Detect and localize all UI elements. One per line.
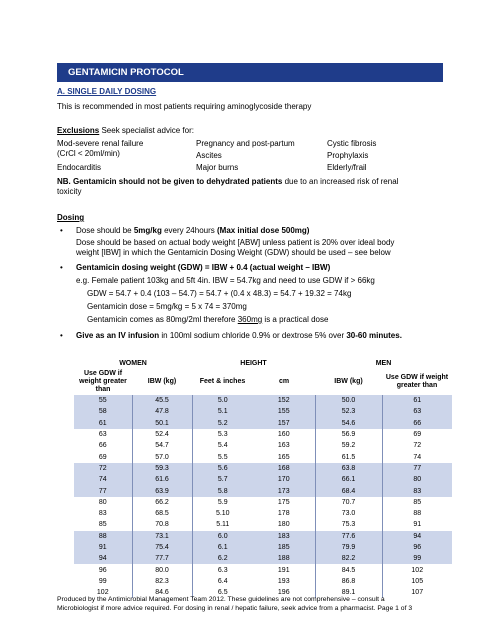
col-header: IBW (kg): [315, 369, 382, 395]
table-cell: 193: [253, 576, 315, 587]
table-cell: 70.7: [315, 497, 382, 508]
table-cell: 99: [382, 553, 452, 564]
table-cell: 107: [411, 589, 424, 597]
table-cell: 5.2: [192, 418, 253, 429]
table-cell: 66.1: [315, 474, 382, 485]
table-cell: 96: [74, 564, 132, 575]
table-cell: 6.2: [192, 553, 253, 564]
example-line-2: GDW = 54.7 + 0.4 (103 – 54.7) = 54.7 + (0.4 x 48.3) = 54.7 + 19.32 = 74kg: [87, 289, 352, 298]
table-cell: 52.3: [315, 406, 382, 417]
table-cell: 165: [253, 451, 315, 462]
infusion-b: in 100ml sodium chloride 0.9% or dextrose 5% over: [159, 331, 347, 340]
table-cell: 52.4: [132, 429, 192, 440]
section-a-heading: A. SINGLE DAILY DOSING: [57, 87, 157, 96]
col-header: Use GDW if weight greater than: [74, 369, 132, 395]
example4-c: is a practical dose: [262, 315, 329, 324]
table-cell: 66: [382, 418, 452, 429]
table-cell: 55: [74, 395, 132, 406]
example-line-1: e.g. Female patient 103kg and 5ft 4in. IBW = 54.7kg and need to use GDW if > 66kg: [76, 276, 375, 285]
table-cell: 63: [74, 429, 132, 440]
group-height: HEIGHT: [192, 359, 315, 369]
table-cell: 163: [253, 440, 315, 451]
excl-c3-r2: Prophylaxis: [327, 151, 369, 160]
nb-line: [57, 177, 398, 187]
table-cell: 47.8: [132, 406, 192, 417]
excl-c2-r2: Ascites: [196, 151, 222, 160]
table-cell: 185: [253, 542, 315, 553]
footer-line-1: Produced by the Antimicrobial Management Team 2012. These guidelines are not comprehensive – consult a: [57, 596, 385, 603]
table-cell: 5.6: [192, 463, 253, 474]
table-cell: 45.5: [132, 395, 192, 406]
table-cell: 188: [253, 553, 315, 564]
nb-line-2: toxicity: [57, 187, 82, 196]
table-cell: 75.3: [315, 519, 382, 530]
infusion-a: Give as an IV infusion: [76, 331, 160, 340]
table-cell: 5.3: [217, 431, 228, 439]
dosing-heading: Dosing: [57, 213, 85, 222]
table-cell: 178: [253, 508, 315, 519]
dose-value: 5mg/kg: [133, 226, 162, 235]
table-cell: 5.11: [216, 521, 230, 529]
footer-line-2: Microbiologist if more advice required. For dosing in renal / hepatic failure, seek advice from a pharmacist. Page 1 of 3: [57, 605, 413, 612]
table-cell: 59.2: [315, 440, 382, 451]
table-cell: 96: [382, 542, 452, 553]
table-cell: 5.7: [192, 474, 253, 485]
table-cell: 77: [74, 485, 132, 496]
table-cell: 102: [411, 566, 424, 574]
table-cell: 5.1: [192, 406, 253, 417]
table-cell: 80: [74, 497, 132, 508]
nb-rest: due to an increased risk of renal: [282, 177, 399, 186]
table-cell: 74: [413, 453, 422, 461]
table-cell: 99: [74, 576, 132, 587]
table-cell: 68.5: [132, 508, 192, 519]
table-cell: 175: [253, 497, 315, 508]
table-cell: 82.3: [132, 576, 192, 587]
table-cell: 157: [253, 418, 315, 429]
table-row: [74, 395, 452, 406]
table-cell: 73.1: [132, 531, 192, 542]
exclusions-text: Seek specialist advice for:: [99, 126, 194, 135]
table-cell: 61: [74, 418, 132, 429]
table-cell: 59.3: [132, 463, 192, 474]
protocol-title: GENTAMICIN PROTOCOL: [57, 63, 443, 82]
infusion-line: [76, 331, 402, 341]
table-cell: 85: [413, 498, 422, 506]
table-row: [74, 485, 452, 496]
dose-line-3: weight [IBW] in which the Gentamicin Dosing Weight (GDW) should be used – see below: [76, 248, 391, 257]
table-cell: 63: [382, 406, 452, 417]
table-cell: 72: [413, 442, 422, 450]
table-cell: 105: [411, 577, 424, 585]
col-header: Use GDW if weight greater than: [382, 369, 452, 395]
table-cell: 83: [74, 508, 132, 519]
table-cell: 80: [382, 474, 452, 485]
table-cell: 66.2: [132, 497, 192, 508]
table-cell: 191: [253, 564, 315, 575]
bullet-icon: •: [60, 226, 63, 235]
table-cell: 50.1: [132, 418, 192, 429]
table-row: [74, 542, 452, 553]
table-cell: 91: [413, 521, 422, 529]
table-cell: 77: [382, 463, 452, 474]
table-cell: 5.0: [192, 395, 253, 406]
example-line-4: [87, 315, 328, 325]
table-cell: 66: [74, 440, 132, 451]
table-row: [74, 519, 452, 530]
table-cell: 168: [253, 463, 315, 474]
table-cell: 63.9: [132, 485, 192, 496]
table-cell: 5.5: [217, 453, 228, 461]
gdw-formula: Gentamicin dosing weight (GDW) = IBW + 0.4 (actual weight – IBW): [76, 263, 331, 272]
table-cell: 160: [253, 429, 315, 440]
table-row: [74, 474, 452, 485]
table-cell: 6.5: [217, 589, 228, 597]
table-row: [74, 508, 452, 519]
table-row: [74, 418, 452, 429]
example4-a: Gentamicin comes as 80mg/2ml therefore: [87, 315, 238, 324]
table-cell: 86.8: [315, 576, 382, 587]
footer: [57, 595, 495, 613]
exclusions-line: [57, 126, 194, 136]
table-cell: 68.4: [315, 485, 382, 496]
excl-c2-r1: Pregnancy and post-partum: [196, 139, 295, 148]
table-cell: 57.0: [132, 451, 192, 462]
col-header: Feet & inches: [192, 369, 253, 395]
table-cell: 180: [253, 519, 315, 530]
table-cell: 84.6: [132, 587, 192, 598]
intro-text: This is recommended in most patients requiring aminoglycoside therapy: [57, 102, 312, 111]
table-row: [74, 440, 452, 451]
nb-bold: NB. Gentamicin should not be given to dehydrated patients: [57, 177, 283, 186]
table-cell: 82.2: [315, 553, 382, 564]
table-cell: 155: [253, 406, 315, 417]
table-cell: 152: [253, 395, 315, 406]
table-cell: 50.0: [315, 395, 382, 406]
table-cell: 173: [253, 485, 315, 496]
dose-text-a: Dose should be: [76, 226, 134, 235]
group-men: MEN: [315, 359, 452, 369]
table-cell: 6.1: [192, 542, 253, 553]
table-cell: 102: [74, 587, 132, 598]
example-line-3: Gentamicin dose = 5mg/kg = 5 x 74 = 370mg: [87, 302, 247, 311]
excl-c1-r2: (CrCl < 20ml/min): [57, 149, 120, 158]
table-cell: 84.5: [315, 564, 382, 575]
table-cell: 83: [382, 485, 452, 496]
table-cell: 94: [74, 553, 132, 564]
dose-line-2: Dose should be based on actual body weight [ABW] unless patient is 20% over ideal body: [76, 238, 395, 247]
bullet-icon: •: [60, 263, 63, 272]
table-cell: 58: [74, 406, 132, 417]
table-row: [74, 451, 452, 462]
excl-c3-r3: Elderly/frail: [327, 163, 367, 172]
table-cell: 88: [74, 531, 132, 542]
group-women: WOMEN: [74, 359, 192, 369]
practical-dose: 360mg: [237, 315, 263, 324]
infusion-duration: 30-60 minutes.: [346, 331, 402, 340]
table-cell: 75.4: [132, 542, 192, 553]
table-cell: 54.6: [315, 418, 382, 429]
table-cell: 5.8: [192, 485, 253, 496]
table-cell: 56.9: [315, 429, 382, 440]
table-cell: 5.9: [217, 498, 228, 506]
table-cell: 196: [253, 587, 315, 598]
table-cell: 91: [74, 542, 132, 553]
table-cell: 94: [382, 531, 452, 542]
table-row: [74, 564, 452, 575]
col-header: cm: [253, 369, 315, 395]
table-cell: 61: [382, 395, 452, 406]
table-cell: 72: [74, 463, 132, 474]
table-cell: 5.10: [215, 510, 230, 518]
table-row: [74, 497, 452, 508]
table-row: [74, 576, 452, 587]
ibw-gdw-table: [74, 359, 452, 598]
table-cell: 61.5: [315, 451, 382, 462]
col-header: IBW (kg): [132, 369, 192, 395]
table-cell: 183: [253, 531, 315, 542]
table-cell: 77.7: [132, 553, 192, 564]
table-row: [74, 553, 452, 564]
table-cell: 73.0: [315, 508, 382, 519]
table-cell: 54.7: [132, 440, 192, 451]
table-body: [74, 395, 452, 598]
dose-line-1: [76, 226, 309, 236]
excl-c3-r1: Cystic fibrosis: [327, 139, 377, 148]
table-cell: 88: [413, 510, 422, 518]
table-row: [74, 531, 452, 542]
dose-text-c: every 24hours: [161, 226, 217, 235]
table-cell: 85: [74, 519, 132, 530]
exclusions-label: Exclusions: [57, 126, 100, 135]
table-cell: 6.4: [217, 577, 228, 585]
table-row: [74, 429, 452, 440]
table-cell: 6.3: [217, 566, 228, 574]
table-row: [74, 406, 452, 417]
table-cell: 70.8: [132, 519, 192, 530]
table-cell: 5.4: [217, 442, 228, 450]
max-dose: (Max initial dose 500mg): [216, 226, 310, 235]
excl-c1-r3: Endocarditis: [57, 163, 102, 172]
table-cell: 6.0: [192, 531, 253, 542]
table-cell: 80.0: [132, 564, 192, 575]
excl-c2-r3: Major burns: [196, 163, 239, 172]
table-row: [74, 463, 452, 474]
excl-c1-r1: Mod-severe renal failure: [57, 139, 144, 148]
table-cell: 61.6: [132, 474, 192, 485]
table-cell: 69: [74, 451, 132, 462]
table-cell: 63.8: [315, 463, 382, 474]
table-cell: 69: [413, 431, 422, 439]
table-cell: 79.9: [315, 542, 382, 553]
table-cell: 77.6: [315, 531, 382, 542]
table-cell: 170: [253, 474, 315, 485]
bullet-icon: •: [60, 331, 63, 340]
table-cell: 74: [74, 474, 132, 485]
table-cell: 89.1: [315, 587, 382, 598]
